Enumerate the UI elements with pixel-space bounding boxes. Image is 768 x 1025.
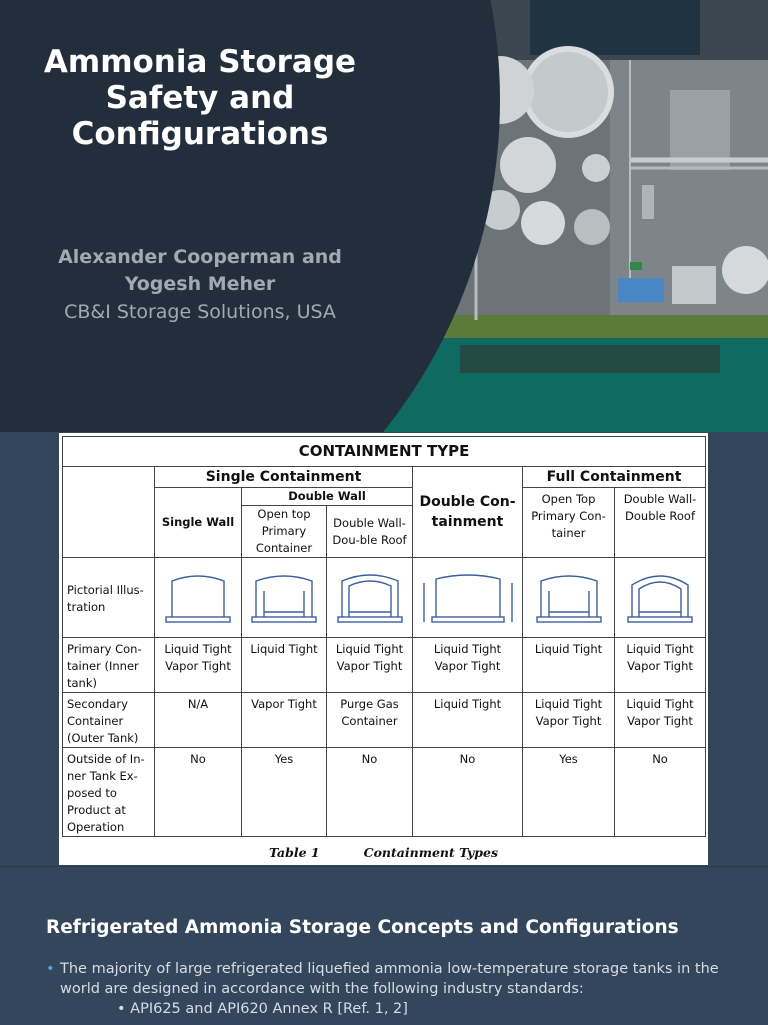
primary-double-containment: Liquid Tight Vapor Tight — [413, 638, 523, 693]
caption-text: Containment Types — [363, 845, 499, 860]
illustration-open-top-primary — [242, 558, 327, 638]
outside-double-containment: No — [413, 748, 523, 837]
table-corner-cell — [63, 467, 155, 558]
outside-single-wall: No — [155, 748, 242, 837]
content-section — [0, 866, 768, 1025]
table-caption — [59, 845, 708, 860]
group-double-wall: Double Wall — [242, 488, 413, 506]
col-full-open-top: Open Top Primary Con-tainer — [523, 488, 615, 558]
row-label-primary: Primary Con-tainer (Inner tank) — [63, 638, 155, 693]
secondary-single-wall: N/A — [155, 693, 242, 748]
affiliation: CB&I Storage Solutions, USA — [64, 301, 336, 323]
slide-title: Ammonia Storage Safety and Configurations — [43, 44, 357, 152]
row-label-outside: Outside of In-ner Tank Ex-posed to Product at Operation — [63, 748, 155, 837]
bullet-text: The majority of large refrigerated liquefied ammonia low-temperature storage tanks in the world are designed in accordance with the following industry standards: — [60, 961, 719, 997]
illustration-full-double-wall — [615, 558, 706, 638]
outside-full-double-wall: No — [615, 748, 706, 837]
table-title: CONTAINMENT TYPE — [63, 437, 706, 467]
section-heading: Refrigerated Ammonia Storage Concepts and Configurations — [46, 917, 679, 938]
row-label-secondary: Secondary Container (Outer Tank) — [63, 693, 155, 748]
caption-number: Table 1 — [268, 845, 320, 860]
containment-table-figure — [59, 433, 708, 865]
row-label-pictorial: Pictorial Illus-tration — [63, 558, 155, 638]
sub-bullet-text: API625 and API620 Annex R [Ref. 1, 2] — [130, 1001, 408, 1017]
col-open-top-primary: Open top Primary Container — [242, 506, 327, 558]
col-full-double-wall: Double Wall-Double Roof — [615, 488, 706, 558]
col-double-wall-double-roof: Double Wall- Dou-ble Roof — [327, 506, 413, 558]
bullet-list — [46, 959, 736, 1019]
primary-full-open-top: Liquid Tight — [523, 638, 615, 693]
primary-full-double-wall: Liquid Tight Vapor Tight — [615, 638, 706, 693]
group-full-containment: Full Containment — [523, 467, 706, 488]
col-single-wall: Single Wall — [155, 488, 242, 558]
primary-single-wall: Liquid Tight Vapor Tight — [155, 638, 242, 693]
secondary-full-double-wall: Liquid Tight Vapor Tight — [615, 693, 706, 748]
outside-open-top: Yes — [242, 748, 327, 837]
illustration-double-wall-double-roof — [327, 558, 413, 638]
hero-section — [0, 0, 768, 432]
secondary-double-wall: Purge Gas Container — [327, 693, 413, 748]
group-double-containment: Double Con-tainment — [413, 467, 523, 558]
outside-full-open-top: Yes — [523, 748, 615, 837]
primary-open-top: Liquid Tight — [242, 638, 327, 693]
secondary-double-containment: Liquid Tight — [413, 693, 523, 748]
sub-bullet-item — [46, 999, 736, 1019]
sub-bullet-dot-icon: • — [117, 1001, 131, 1017]
containment-type-table — [62, 436, 706, 837]
group-single-containment: Single Containment — [155, 467, 413, 488]
outside-double-wall: No — [327, 748, 413, 837]
illustration-double-containment — [413, 558, 523, 638]
bullet-item — [46, 959, 736, 999]
illustration-single-wall — [155, 558, 242, 638]
bullet-dot-icon: • — [46, 961, 55, 977]
secondary-full-open-top: Liquid Tight Vapor Tight — [523, 693, 615, 748]
primary-double-wall: Liquid Tight Vapor Tight — [327, 638, 413, 693]
secondary-open-top: Vapor Tight — [242, 693, 327, 748]
authors: Alexander Cooperman and Yogesh Meher — [58, 246, 342, 295]
illustration-full-open-top — [523, 558, 615, 638]
